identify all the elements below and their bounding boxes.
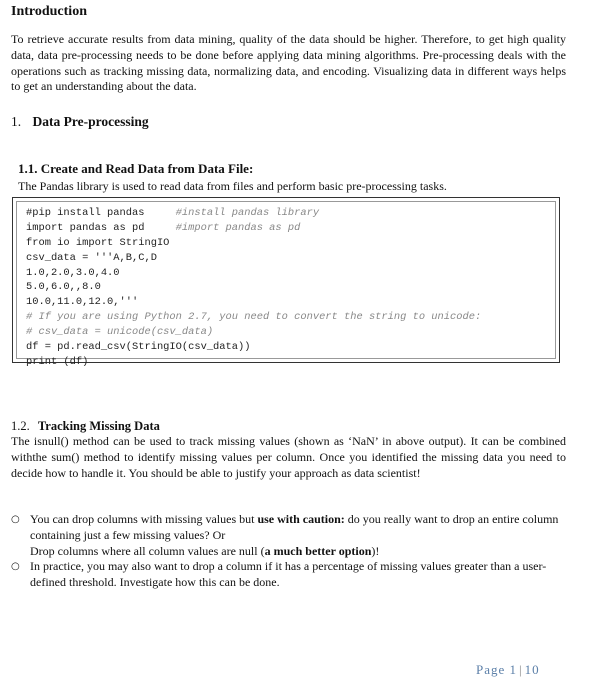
bullet-text: )! (371, 543, 380, 558)
tracking-title: Tracking Missing Data (37, 419, 160, 433)
bullet-circle-icon: ○ (11, 514, 20, 525)
bullet-text: Drop columns where all column values are null ( (30, 543, 265, 558)
code-line (26, 340, 481, 355)
code-line (26, 295, 481, 310)
code-block (12, 197, 560, 368)
code-text: csv_data = '''A,B,C,D (26, 251, 157, 264)
code-block-inner-border (16, 201, 556, 368)
pandas-description: The Pandas library is used to read data from files and perform basic pre-processing tasks. (18, 179, 447, 193)
code-text: import pandas as pd (26, 221, 176, 234)
code-line (26, 280, 481, 295)
code-text: print (df) (26, 355, 89, 368)
section-title: Data Pre-processing (32, 114, 149, 129)
code-line (26, 310, 481, 325)
bullet-emphasis: use with caution: (257, 512, 345, 526)
intro-heading: Introduction (11, 4, 87, 19)
tracking-heading (11, 419, 160, 434)
tracking-paragraph: The isnull() method can be used to track missing values (shown as ‘NaN’ in above output). It can be combined withthe sum() method to identify missing values per column. Once you identified the missing data you need to decide how to handle it. You should be able to justify your approach as data scientist! (11, 434, 566, 480)
bullet-emphasis: a much better option (264, 543, 372, 558)
code-line (26, 355, 481, 370)
page-separator: | (519, 662, 523, 677)
subsection-heading: 1.1. Create and Read Data from Data File: (18, 161, 254, 176)
page-footer (476, 662, 540, 678)
code-line (26, 266, 481, 281)
code-text: 1.0,2.0,3.0,4.0 (26, 266, 120, 279)
bullet-item (11, 512, 571, 559)
code-line (26, 236, 481, 251)
code-listing (26, 206, 481, 370)
bullet-circle-icon: ○ (11, 561, 20, 573)
code-line (26, 221, 481, 236)
code-line (26, 251, 481, 266)
section-number: 1. (11, 114, 22, 129)
code-line (26, 325, 481, 340)
tracking-number: 1.2. (11, 419, 30, 433)
code-comment: # If you are using Python 2.7, you need to convert the string to unicode: (26, 311, 482, 324)
bullet-list (11, 512, 571, 591)
intro-paragraph: To retrieve accurate results from data mining, quality of the data should be higher. Therefore, to get high quality data, data pre-processing needs to be done before applying data mining algorithms. Pre-processing deals with the operations such as tracking missing data, normalizing data, and encoding. Visualizing data in different ways helps to get an understanding about the data. (11, 32, 566, 94)
code-text: df = pd.read_csv(StringIO(csv_data)) (26, 341, 251, 354)
page-total: 10 (524, 662, 540, 677)
code-text: 5.0,6.0,,8.0 (26, 281, 101, 294)
code-text: from io import StringIO (26, 236, 170, 249)
bullet-text: In practice, you may also want to drop a column if it has a percentage of missing values greater than a user-defined threshold. Investigate how this can be done. (30, 559, 547, 590)
code-text: 10.0,11.0,12.0,''' (26, 296, 139, 309)
code-comment: #import pandas as pd (175, 221, 301, 234)
page-label: Page (476, 662, 506, 677)
section-heading (11, 114, 149, 130)
bullet-text: You can drop columns with missing values but (30, 512, 258, 526)
code-line (26, 206, 481, 221)
page-number: 1 (509, 662, 518, 677)
bullet-text: do you really want to drop an entire column containing just a few missing values? Or (30, 512, 559, 542)
code-text: #pip install pandas (26, 207, 176, 219)
code-comment: # csv_data = unicode(csv_data) (26, 326, 214, 339)
bullet-item (11, 559, 571, 591)
code-comment: #install pandas library (175, 207, 320, 219)
